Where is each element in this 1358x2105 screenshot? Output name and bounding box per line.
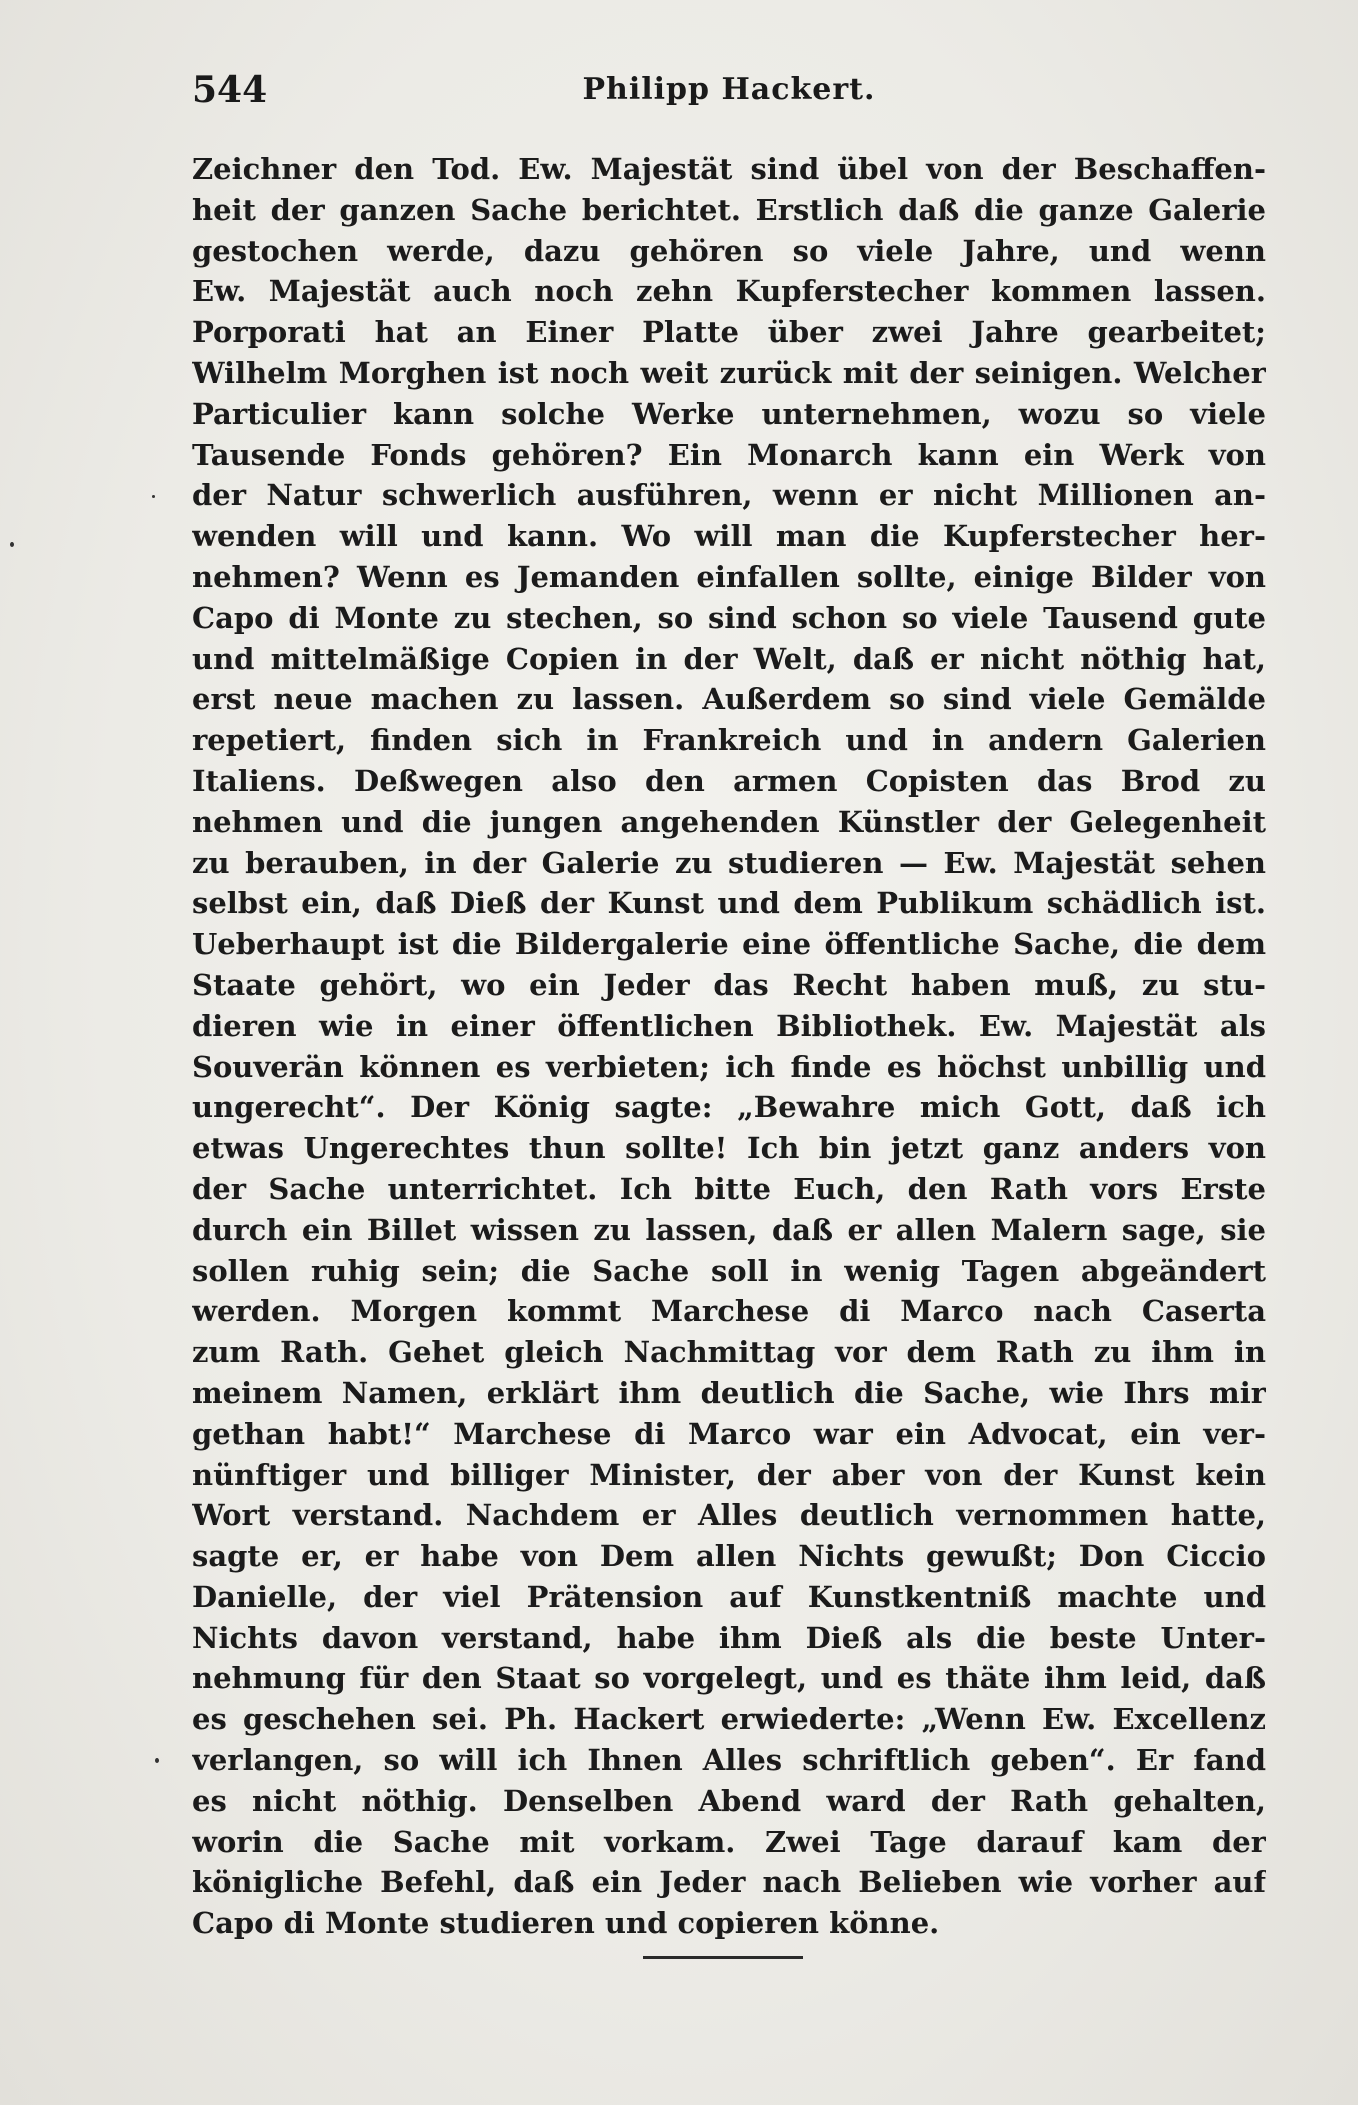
text-line: zum Rath. Gehet gleich Nachmittag vor dem Rath zu ihm in — [192, 1335, 1266, 1370]
text-line: repetiert, finden sich in Frankreich und in andern Galerien — [192, 723, 1266, 758]
text-line: königliche Befehl, daß ein Jeder nach Belieben wie vorher auf — [192, 1865, 1266, 1900]
end-rule — [643, 1956, 803, 1959]
text-line: Porporati hat an Einer Platte über zwei Jahre gearbeitet; — [192, 315, 1266, 350]
paper-speck — [152, 495, 155, 498]
text-line: Italiens. Deßwegen also den armen Copisten das Brod zu — [192, 763, 1266, 798]
text-line: gestochen werde, dazu gehören so viele Jahre, und wenn — [192, 233, 1266, 268]
text-line: worin die Sache mit vorkam. Zwei Tage darauf kam der — [192, 1824, 1266, 1859]
text-line: der Sache unterrichtet. Ich bitte Euch, den Rath vors Erste — [192, 1171, 1266, 1206]
text-line: Zeichner den Tod. Ew. Majestät sind übel von der Beschaffen- — [192, 152, 1266, 186]
text-line: Ew. Majestät auch noch zehn Kupferstecher kommen lassen. — [192, 274, 1266, 309]
text-line: meinem Namen, erklärt ihm deutlich die Sache, wie Ihrs mir — [192, 1375, 1266, 1410]
text-line: verlangen, so will ich Ihnen Alles schriftlich geben“. Er fand — [192, 1743, 1266, 1778]
body-text — [192, 149, 1266, 1944]
text-line: nünftiger und billiger Minister, der aber von der Kunst kein — [192, 1457, 1266, 1492]
text-line: heit der ganzen Sache berichtet. Erstlich daß die ganze Galerie — [192, 192, 1266, 227]
text-line: Souverän können es verbieten; ich finde es höchst unbillig und — [192, 1049, 1266, 1084]
text-line: sagte er, er habe von Dem allen Nichts gewußt; Don Ciccio — [192, 1539, 1266, 1574]
page-header — [192, 64, 1266, 124]
text-line: es geschehen sei. Ph. Hackert erwiederte: „Wenn Ew. Excellenz — [192, 1702, 1266, 1737]
text-line: etwas Ungerechtes thun sollte! Ich bin jetzt ganz anders von — [192, 1131, 1266, 1166]
text-line: Capo di Monte studieren und copieren könne. — [192, 1906, 940, 1941]
text-line: sollen ruhig sein; die Sache soll in wenig Tagen abgeändert — [192, 1253, 1266, 1288]
text-line: durch ein Billet wissen zu lassen, daß er allen Malern sage, sie — [192, 1212, 1266, 1247]
text-line: Particulier kann solche Werke unternehmen, wozu so viele — [192, 396, 1266, 431]
text-line: Staate gehört, wo ein Jeder das Recht haben muß, zu stu- — [192, 967, 1266, 1002]
text-line: Nichts davon verstand, habe ihm Dieß als die beste Unter- — [192, 1620, 1266, 1655]
text-line: es nicht nöthig. Denselben Abend ward der Rath gehalten, — [192, 1783, 1266, 1818]
paper-speck — [10, 542, 14, 547]
text-line: gethan habt!“ Marchese di Marco war ein Advocat, ein ver- — [192, 1416, 1266, 1451]
text-line: nehmen? Wenn es Jemanden einfallen sollte, einige Bilder von — [192, 559, 1266, 594]
running-head: Philipp Hackert. — [582, 72, 876, 107]
text-line: ungerecht“. Der König sagte: „Bewahre mich Gott, daß ich — [192, 1090, 1266, 1125]
text-line: dieren wie in einer öffentlichen Bibliothek. Ew. Majestät als — [192, 1008, 1266, 1043]
text-line: selbst ein, daß Dieß der Kunst und dem Publikum schädlich ist. — [192, 886, 1266, 921]
paper-speck — [155, 1758, 159, 1763]
text-line: nehmen und die jungen angehenden Künstler der Gelegenheit — [192, 804, 1266, 839]
text-line: Tausende Fonds gehören? Ein Monarch kann ein Werk von — [192, 437, 1266, 472]
text-line: Ueberhaupt ist die Bildergalerie eine öffentliche Sache, die dem — [192, 927, 1266, 962]
text-line: und mittelmäßige Copien in der Welt, daß er nicht nöthig hat, — [192, 641, 1266, 676]
text-line: wenden will und kann. Wo will man die Kupferstecher her- — [192, 519, 1266, 554]
text-line: Wort verstand. Nachdem er Alles deutlich vernommen hatte, — [192, 1498, 1266, 1533]
text-line: werden. Morgen kommt Marchese di Marco nach Caserta — [192, 1294, 1266, 1329]
text-line: zu berauben, in der Galerie zu studieren — Ew. Majestät sehen — [192, 845, 1266, 880]
text-line: Wilhelm Morghen ist noch weit zurück mit der seinigen. Welcher — [192, 355, 1266, 390]
text-line: erst neue machen zu lassen. Außerdem so sind viele Gemälde — [192, 682, 1266, 717]
text-line: Danielle, der viel Prätension auf Kunstkentniß machte und — [192, 1579, 1266, 1614]
text-line: der Natur schwerlich ausführen, wenn er nicht Millionen an- — [192, 478, 1266, 513]
text-line: nehmung für den Staat so vorgelegt, und es thäte ihm leid, daß — [192, 1661, 1266, 1696]
text-line: Capo di Monte zu stechen, so sind schon so viele Tausend gute — [192, 600, 1266, 635]
page-number: 544 — [192, 69, 268, 111]
